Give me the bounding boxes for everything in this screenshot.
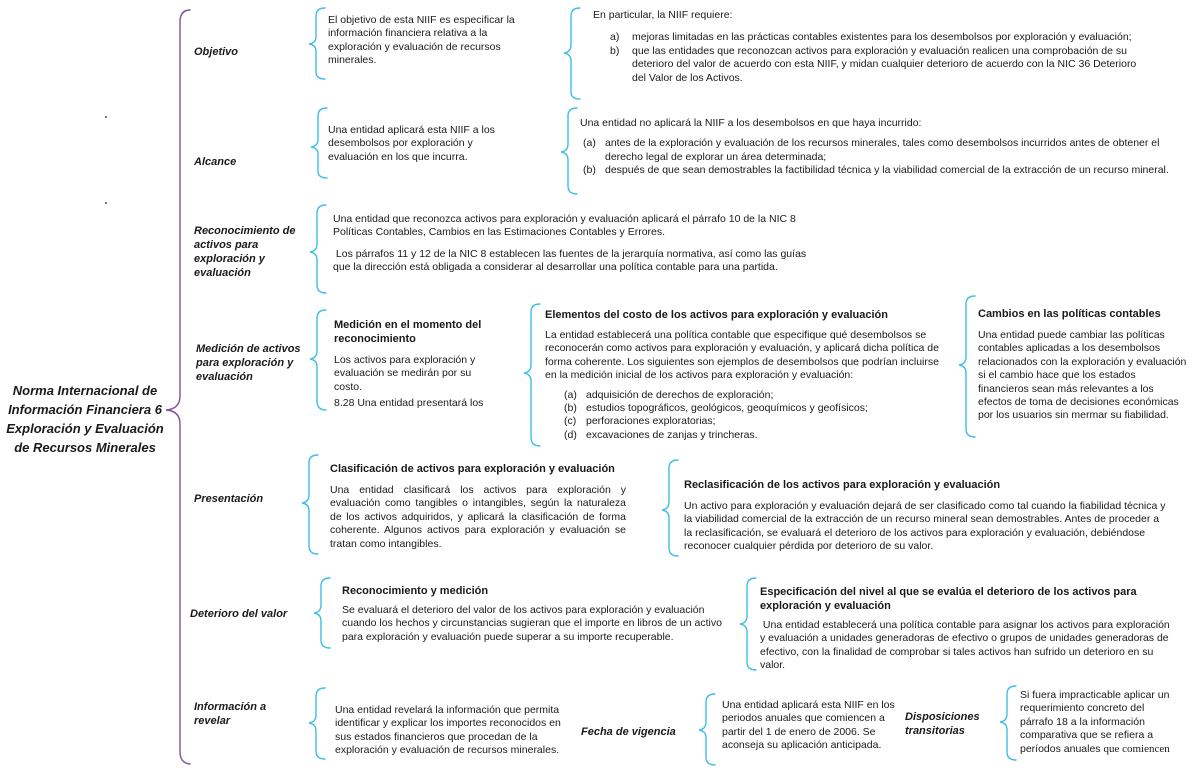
section-label-deterioro: Deterioro del valor [190, 608, 288, 620]
root-title [6, 381, 164, 457]
section-label-objetivo: Objetivo [194, 46, 239, 58]
list-text: que las entidades que reconozcan activos para exploración y evaluación realicen una comprobación de su deterioro del valor de acuerdo con esta NIIF, y midan cualquier deterioro de acuerdo con la NIC 36 Deterioro del Valor de los Activos. [632, 44, 1137, 84]
list-text: antes de la exploración y evaluación de los recursos minerales, tales como desembolsos incurridos antes de obtener el derecho legal de explorar un área determinada; [605, 137, 1160, 163]
objetivo-brace [309, 8, 325, 79]
deterioro-box2-title: Especificación del nivel al que se evalúa el deterioro de los activos para exploración y evaluación [760, 586, 1137, 612]
list-marker: (a) [564, 388, 577, 401]
presentacion-brace [302, 455, 318, 554]
list-marker: (b) [583, 164, 596, 177]
list-marker: (c) [564, 415, 577, 428]
list-marker: (b) [564, 402, 577, 415]
list-text: excavaciones de zanjas y trincheras. [586, 428, 758, 441]
section-label-informacion: Información a revelar [194, 701, 267, 727]
root-title-line: Norma Internacional de [12, 383, 158, 398]
medicion-cambios-brace [959, 296, 975, 437]
medicion-box-reconocimiento [334, 318, 494, 412]
list-text: adquisición de derechos de exploración; [586, 388, 774, 401]
presentacion-box2-text: Un activo para exploración y evaluación dejará de ser clasificado como tal cuando la fiabilidad técnica y la viabilidad comercial de la extracción de un recurso mineral sean demostrables. Antes de proceder a la reclasificación, se evaluará el deterioro de los activos para exploración y evaluación, debiéndose reconocer cualquier pérdida por deterioro de su valor. [684, 500, 1166, 553]
vigencia-label: Fecha de vigencia [581, 726, 676, 738]
list-marker: a) [610, 31, 620, 44]
reconocimiento-p1: Una entidad que reconozca activos para exploración y evaluación aplicará el párrafo 10 de la NIC 8 Políticas Contables, Cambios en las Estimaciones Contables y Errores. [333, 213, 796, 239]
deterioro-box2-text: Una entidad establecerá una política contable para asignar los activos para exploración y evaluación a unidades generadoras de efectivo o grupos de unidades generadoras de efectivo, con la finalidad de comprobar si tales activos han sufrido un deterioro en su valor. [760, 619, 1173, 672]
presentacion-box-clasificacion [330, 462, 626, 551]
presentacion-box-reclasificacion [684, 478, 1166, 554]
medicion-box-elementos [545, 308, 945, 442]
list-item [564, 389, 945, 402]
objetivo-detail-list [593, 31, 1153, 85]
medicion-box2-text: La entidad establecerá una política contable que especifique qué desembolsos se reconocerán como activos para exploración y evaluación, y aplicará dicha política de forma coherente. Los siguientes son ejemplos de desembolsos que podrían incluirse en la medición inicial de los activos para exploración y evaluación: [545, 329, 939, 382]
objetivo-text: El objetivo de esta NIIF es especificar la información financiera relativa a la exploración y evaluación de recursos minerales. [328, 14, 515, 67]
deterioro-box1-text: Se evaluará el deterioro del valor de los activos para exploración y evaluación cuando los hechos y circunstancias sugieran que el importe en libros de un activo para exploración y evaluación puede superar a su importe recuperable. [342, 604, 722, 643]
alcance-text: Una entidad aplicará esta NIIF a los desembolsos por exploración y evaluación en los que incurra. [328, 124, 495, 163]
list-item [583, 137, 1170, 164]
medicion-elementos-brace [524, 304, 540, 446]
root-title-line: Información Financiera 6 [8, 402, 162, 417]
medicion-box3-text: Una entidad puede cambiar las políticas contables aplicadas a los desembolsos relacionados con la exploración y evaluación si el cambio hace que los estados financieros sean más relevantes a los efectos de toma de decisiones económicas por los usuarios sin mermar su fiabilidad. [978, 329, 1187, 422]
informacion-text: Una entidad revelará la información que permita identificar y explicar los importes reconocidos en sus estados financieros que procedan de la exploración y evaluación de recursos minerales. [335, 704, 561, 757]
medicion-box2-title: Elementos del costo de los activos para exploración y evaluación [545, 309, 888, 321]
deterioro-nivel-brace [740, 578, 756, 670]
list-item [610, 31, 1153, 44]
vigencia-text: Una entidad aplicará esta NIIF en los periodos anuales que comiencen a partir del 1 de enero de 2006. Se aconseja su aplicación anticipada. [722, 699, 895, 752]
informacion-brace [309, 688, 325, 759]
vigencia-brace [699, 694, 715, 765]
medicion-box1-title: Medición en el momento del reconocimiento [334, 319, 482, 345]
presentacion-reclasif-brace [662, 460, 678, 556]
deterioro-box-nivel [760, 585, 1172, 673]
transitorias-tail: que comiencen [1103, 742, 1170, 755]
alcance-detail-list [580, 137, 1170, 177]
list-item [564, 415, 945, 428]
root-brace [166, 10, 190, 764]
reconocimiento-brace [310, 205, 326, 293]
list-marker: (d) [564, 428, 577, 441]
list-marker: b) [610, 44, 620, 57]
alcance-detail [580, 117, 1170, 178]
transitorias-label: Disposiciones transitorias [905, 711, 980, 737]
alcance-detail-brace [561, 108, 577, 194]
deterioro-box1-title: Reconocimiento y medición [342, 585, 489, 597]
list-marker: (a) [583, 137, 596, 150]
objetivo-detail-intro: En particular, la NIIF requiere: [593, 9, 733, 21]
list-item [564, 429, 945, 442]
list-text: mejoras limitadas en las prácticas contables existentes para los desembolsos por exploración y evaluación; [632, 31, 1132, 44]
deterioro-brace [314, 578, 330, 648]
section-label-reconocimiento: Reconocimiento de activos para exploración y evaluación [194, 225, 296, 279]
list-text: después de que sean demostrables la factibilidad técnica y la viabilidad comercial de la extracción de un recurso mineral. [605, 164, 1169, 177]
root-title-line: de Recursos Minerales [14, 440, 156, 455]
section-label-medicion: Medición de activos para exploración y evaluación [196, 343, 301, 383]
decorative-dot [105, 116, 107, 118]
objetivo-detail [593, 9, 1153, 85]
presentacion-box1-text: Una entidad clasificará los activos para exploración y evaluación como tangibles o intangibles, según la naturaleza de los activos adquiridos, y aplicará la clasificación de forma coherente. Algunos activos para exploración y evaluación se tratan como intangibles. [330, 484, 626, 550]
medicion-brace [310, 310, 326, 410]
medicion-box1-cut-text: 8.28 Una entidad presentará los [334, 397, 484, 410]
root-title-line: Exploración y Evaluación [6, 421, 164, 436]
list-text: perforaciones exploratorias; [586, 415, 716, 428]
list-item [583, 164, 1170, 177]
transitorias-text [1020, 689, 1178, 756]
objetivo-detail-brace [564, 8, 580, 99]
deterioro-box-reconocimiento [342, 584, 724, 644]
list-text: estudios topográficos, geológicos, geoquímicos y geofísicos; [586, 402, 868, 415]
alcance-brace [311, 108, 327, 178]
section-label-presentacion: Presentación [194, 493, 264, 505]
decorative-dot [105, 202, 107, 204]
section-label-alcance: Alcance [194, 156, 237, 168]
list-item [564, 402, 945, 415]
presentacion-box2-title: Reclasificación de los activos para exploración y evaluación [684, 479, 1001, 491]
list-item [610, 45, 1153, 85]
medicion-box2-list [545, 389, 945, 443]
medicion-box1-text: Los activos para exploración y evaluación se medirán por su costo. [334, 354, 476, 393]
medicion-box-cambios [978, 307, 1188, 423]
presentacion-box1-title: Clasificación de activos para exploración y evaluación [330, 463, 615, 475]
reconocimiento-p2: Los párrafos 11 y 12 de la NIC 8 establecen las fuentes de la jerarquía normativa, así como las guías que la dirección está obligada a considerar al desarrollar una política contable para una partida. [333, 248, 810, 274]
alcance-detail-intro: Una entidad no aplicará la NIIF a los desembolsos en que haya incurrido: [580, 117, 922, 129]
medicion-box3-title: Cambios en las políticas contables [978, 308, 1161, 320]
transitorias-brace [1000, 686, 1016, 760]
transitorias-main: Si fuera impracticable aplicar un requerimiento concreto del párrafo 18 a la información comparativa que se refiera a períodos anuales [1020, 689, 1170, 755]
